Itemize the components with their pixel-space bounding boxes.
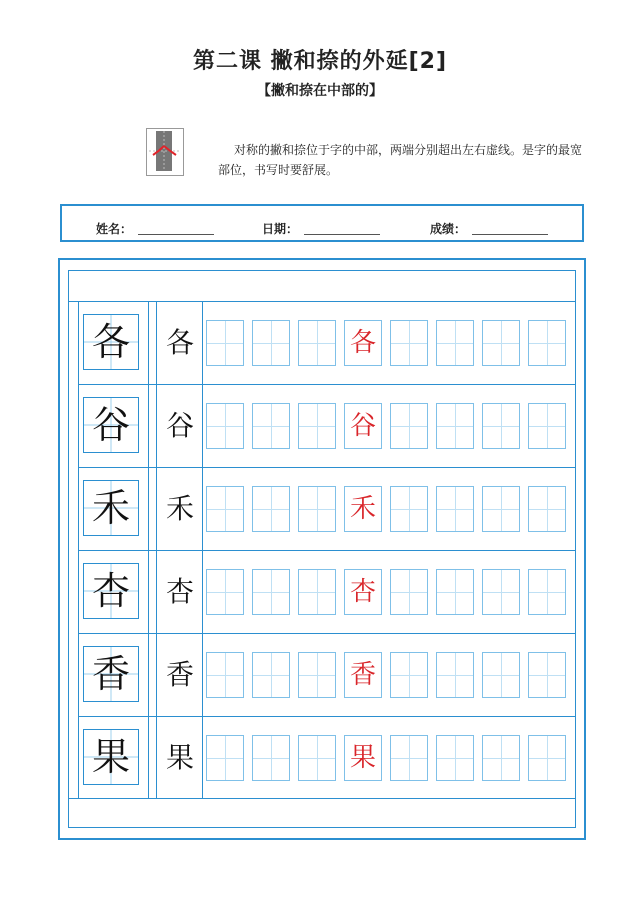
- practice-box[interactable]: [528, 735, 566, 781]
- model-char-red: 谷: [344, 403, 382, 449]
- reference-char-cell: [83, 397, 139, 453]
- pie-na-stroke-icon: [146, 128, 184, 176]
- model-char-red: 香: [344, 652, 382, 698]
- practice-box[interactable]: [436, 320, 474, 366]
- practice-box[interactable]: [436, 403, 474, 449]
- reference-char-cell: [83, 563, 139, 619]
- practice-box[interactable]: [206, 652, 244, 698]
- practice-box[interactable]: [482, 486, 520, 532]
- practice-box[interactable]: [436, 735, 474, 781]
- sample-char: 谷: [165, 409, 194, 442]
- reference-char: 香: [91, 652, 130, 696]
- sheet-bottom-band: [68, 798, 576, 799]
- practice-box[interactable]: [206, 403, 244, 449]
- practice-box[interactable]: [206, 735, 244, 781]
- practice-box[interactable]: [252, 486, 290, 532]
- lesson-subtitle: 【撇和捺在中部的】: [257, 83, 383, 99]
- reference-char-cell: [83, 314, 139, 370]
- score-field[interactable]: [472, 234, 548, 235]
- model-char-red: 禾: [344, 486, 382, 532]
- practice-box[interactable]: [252, 320, 290, 366]
- reference-char-cell: [83, 729, 139, 785]
- name-label: 姓名：: [96, 222, 133, 236]
- row-divider: [78, 467, 576, 468]
- sample-char: 香: [165, 658, 194, 691]
- practice-box[interactable]: [528, 652, 566, 698]
- practice-box[interactable]: [298, 403, 336, 449]
- practice-box[interactable]: [298, 569, 336, 615]
- practice-box[interactable]: [482, 652, 520, 698]
- lesson-title: 第二课 撇和捺的外延[2]: [192, 49, 448, 74]
- sheet-top-band: [68, 301, 576, 302]
- name-field[interactable]: [138, 234, 214, 235]
- practice-box[interactable]: [528, 486, 566, 532]
- practice-box[interactable]: [528, 569, 566, 615]
- reference-char: 各: [91, 320, 130, 364]
- practice-box[interactable]: [482, 320, 520, 366]
- sample-char: 各: [165, 326, 194, 359]
- practice-box[interactable]: [206, 569, 244, 615]
- reference-char-cell: [83, 480, 139, 536]
- reference-char: 禾: [91, 486, 130, 530]
- student-info-bar: [60, 204, 584, 242]
- sample-char: 果: [165, 741, 194, 774]
- practice-box[interactable]: [252, 735, 290, 781]
- practice-box[interactable]: [390, 569, 428, 615]
- model-char-red: 杏: [344, 569, 382, 615]
- model-char-red: 各: [344, 320, 382, 366]
- practice-box[interactable]: [528, 403, 566, 449]
- practice-box[interactable]: [252, 403, 290, 449]
- practice-box[interactable]: [436, 652, 474, 698]
- sample-char: 杏: [165, 575, 194, 608]
- practice-box[interactable]: [528, 320, 566, 366]
- practice-box[interactable]: [482, 569, 520, 615]
- row-divider: [78, 716, 576, 717]
- score-label: 成绩：: [430, 222, 467, 236]
- practice-box[interactable]: [252, 569, 290, 615]
- practice-box[interactable]: [436, 569, 474, 615]
- practice-box[interactable]: [390, 320, 428, 366]
- practice-box[interactable]: [206, 486, 244, 532]
- lesson-description: 对称的撇和捺位于字的中部，两端分别超出左右虚线。是字的最宽部位，书写时要舒展。: [218, 143, 583, 177]
- date-label: 日期：: [262, 222, 299, 236]
- practice-box[interactable]: [298, 735, 336, 781]
- practice-box[interactable]: [298, 486, 336, 532]
- model-char-red: 果: [344, 735, 382, 781]
- row-divider: [78, 550, 576, 551]
- practice-box[interactable]: [390, 652, 428, 698]
- practice-box[interactable]: [436, 486, 474, 532]
- sample-char: 禾: [165, 492, 194, 525]
- practice-box[interactable]: [298, 652, 336, 698]
- practice-box[interactable]: [298, 320, 336, 366]
- row-divider: [78, 633, 576, 634]
- reference-char: 果: [91, 735, 130, 779]
- practice-box[interactable]: [390, 735, 428, 781]
- practice-box[interactable]: [252, 652, 290, 698]
- practice-box[interactable]: [390, 486, 428, 532]
- practice-box[interactable]: [482, 403, 520, 449]
- date-field[interactable]: [304, 234, 380, 235]
- reference-char: 杏: [91, 569, 130, 613]
- reference-char: 谷: [91, 403, 130, 447]
- practice-box[interactable]: [390, 403, 428, 449]
- practice-box[interactable]: [206, 320, 244, 366]
- practice-box[interactable]: [482, 735, 520, 781]
- row-divider: [78, 384, 576, 385]
- reference-char-cell: [83, 646, 139, 702]
